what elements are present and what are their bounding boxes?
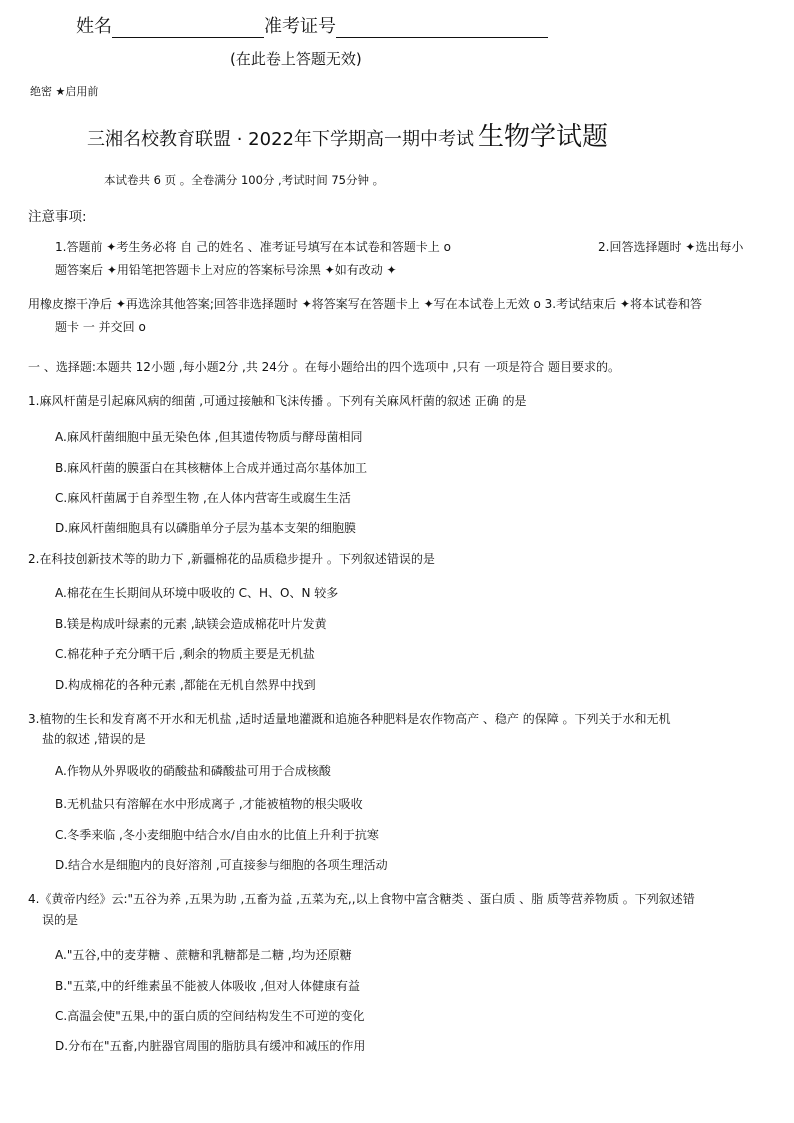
option-b: B.镁是构成叶绿素的元素 ,缺镁会造成棉花叶片发黄 — [55, 617, 327, 631]
option-d: D.构成棉花的各种元素 ,都能在无机自然界中找到 — [55, 678, 316, 692]
notice-item-2b: 题答案后 ✦用铅笔把答题卡上对应的答案标号涂黑 ✦如有改动 ✦ — [55, 263, 397, 277]
name-blank — [112, 17, 264, 38]
option-a: A.麻风杆菌细胞中虽无染色体 ,但其遗传物质与酵母菌相同 — [55, 430, 363, 444]
question-stem: 2.在科技创新技术等的助力下 ,新疆棉花的品质稳步提升 。下列叙述错误的是 — [28, 552, 435, 566]
option-c: C.棉花种子充分晒干后 ,剩余的物质主要是无机盐 — [55, 647, 315, 661]
exam-subject: 生物学试题 — [477, 122, 608, 152]
notice-heading: 注意事项: — [28, 209, 87, 225]
notice-item-2a: 2.回答选择题时 ✦选出每小 — [598, 240, 744, 254]
option-b: B.无机盐只有溶解在水中形成离子 ,才能被植物的根尖吸收 — [55, 797, 363, 811]
name-label: 姓名 — [76, 16, 112, 37]
option-d: D.分布在"五畜,内脏器官周围的脂肪具有缓冲和减压的作用 — [55, 1039, 366, 1053]
option-a: A.作物从外界吸收的硝酸盐和磷酸盐可用于合成核酸 — [55, 764, 331, 778]
option-c: C.冬季来临 ,冬小麦细胞中结合水/自由水的比值上升利于抗寒 — [55, 828, 379, 842]
question-stem: 4.《黄帝内经》云:"五谷为养 ,五果为助 ,五畜为益 ,五菜为充,,以上食物中富含糖类 、蛋白质 、脂 质等营养物质 。下列叙述错 — [28, 892, 695, 906]
question-stem: 1.麻风杆菌是引起麻风病的细菌 ,可通过接触和飞沫传播 。下列有关麻风杆菌的叙述 正确 的是 — [28, 394, 527, 408]
candidate-info-line — [76, 12, 548, 38]
option-a: A."五谷,中的麦芽糖 、蔗糖和乳糖都是二糖 ,均为还原糖 — [55, 948, 352, 962]
section-heading: 一 、选择题:本题共 12小题 ,每小题2分 ,共 24分 。在每小题给出的四个选项中 ,只有 一项是符合 题目要求的。 — [28, 360, 620, 374]
exam-title — [87, 116, 608, 153]
notice-item-1: 1.答题前 ✦考生务必将 自 己的姓名 、准考证号填写在本试卷和答题卡上 o — [55, 240, 451, 254]
option-c: C.高温会使"五果,中的蛋白质的空间结构发生不可逆的变化 — [55, 1009, 365, 1023]
exam-info: 本试卷共 6 页 。全卷满分 100分 ,考试时间 75分钟 。 — [104, 173, 385, 187]
option-b: B."五菜,中的纤维素虽不能被人体吸收 ,但对人体健康有益 — [55, 979, 361, 993]
confidential-mark: 绝密 ★启用前 — [30, 85, 99, 98]
question-stem-cont: 盐的叙述 ,错误的是 — [42, 732, 146, 746]
invalid-answer-note: (在此卷上答题无效) — [230, 50, 362, 68]
exam-number-blank — [336, 17, 548, 38]
option-d: D.麻风杆菌细胞具有以磷脂单分子层为基本支架的细胞膜 — [55, 521, 357, 535]
option-b: B.麻风杆菌的膜蛋白在其核糖体上合成并通过高尔基体加工 — [55, 461, 368, 475]
notice-item-3b: 题卡 一 并交回 o — [55, 320, 146, 334]
notice-item-2c: 用橡皮擦干净后 ✦再选涂其他答案;回答非选择题时 ✦将答案写在答题卡上 ✦写在本试卷上无效 o 3.考试结束后 ✦将本试卷和答 — [28, 297, 702, 311]
option-a: A.棉花在生长期间从环境中吸收的 C、H、O、N 较多 — [55, 586, 339, 600]
exam-title-main: 三湘名校教育联盟 · 2022年下学期高一期中考试 — [87, 129, 474, 150]
option-d: D.结合水是细胞内的良好溶剂 ,可直接参与细胞的各项生理活动 — [55, 858, 388, 872]
option-c: C.麻风杆菌属于自养型生物 ,在人体内营寄生或腐生生活 — [55, 491, 351, 505]
question-stem: 3.植物的生长和发育离不开水和无机盐 ,适时适量地灌溉和追施各种肥料是农作物高产 、稳产 的保障 。下列关于水和无机 — [28, 712, 671, 726]
exam-number-label: 准考证号 — [264, 16, 336, 37]
question-stem-cont: 误的是 — [42, 913, 79, 927]
